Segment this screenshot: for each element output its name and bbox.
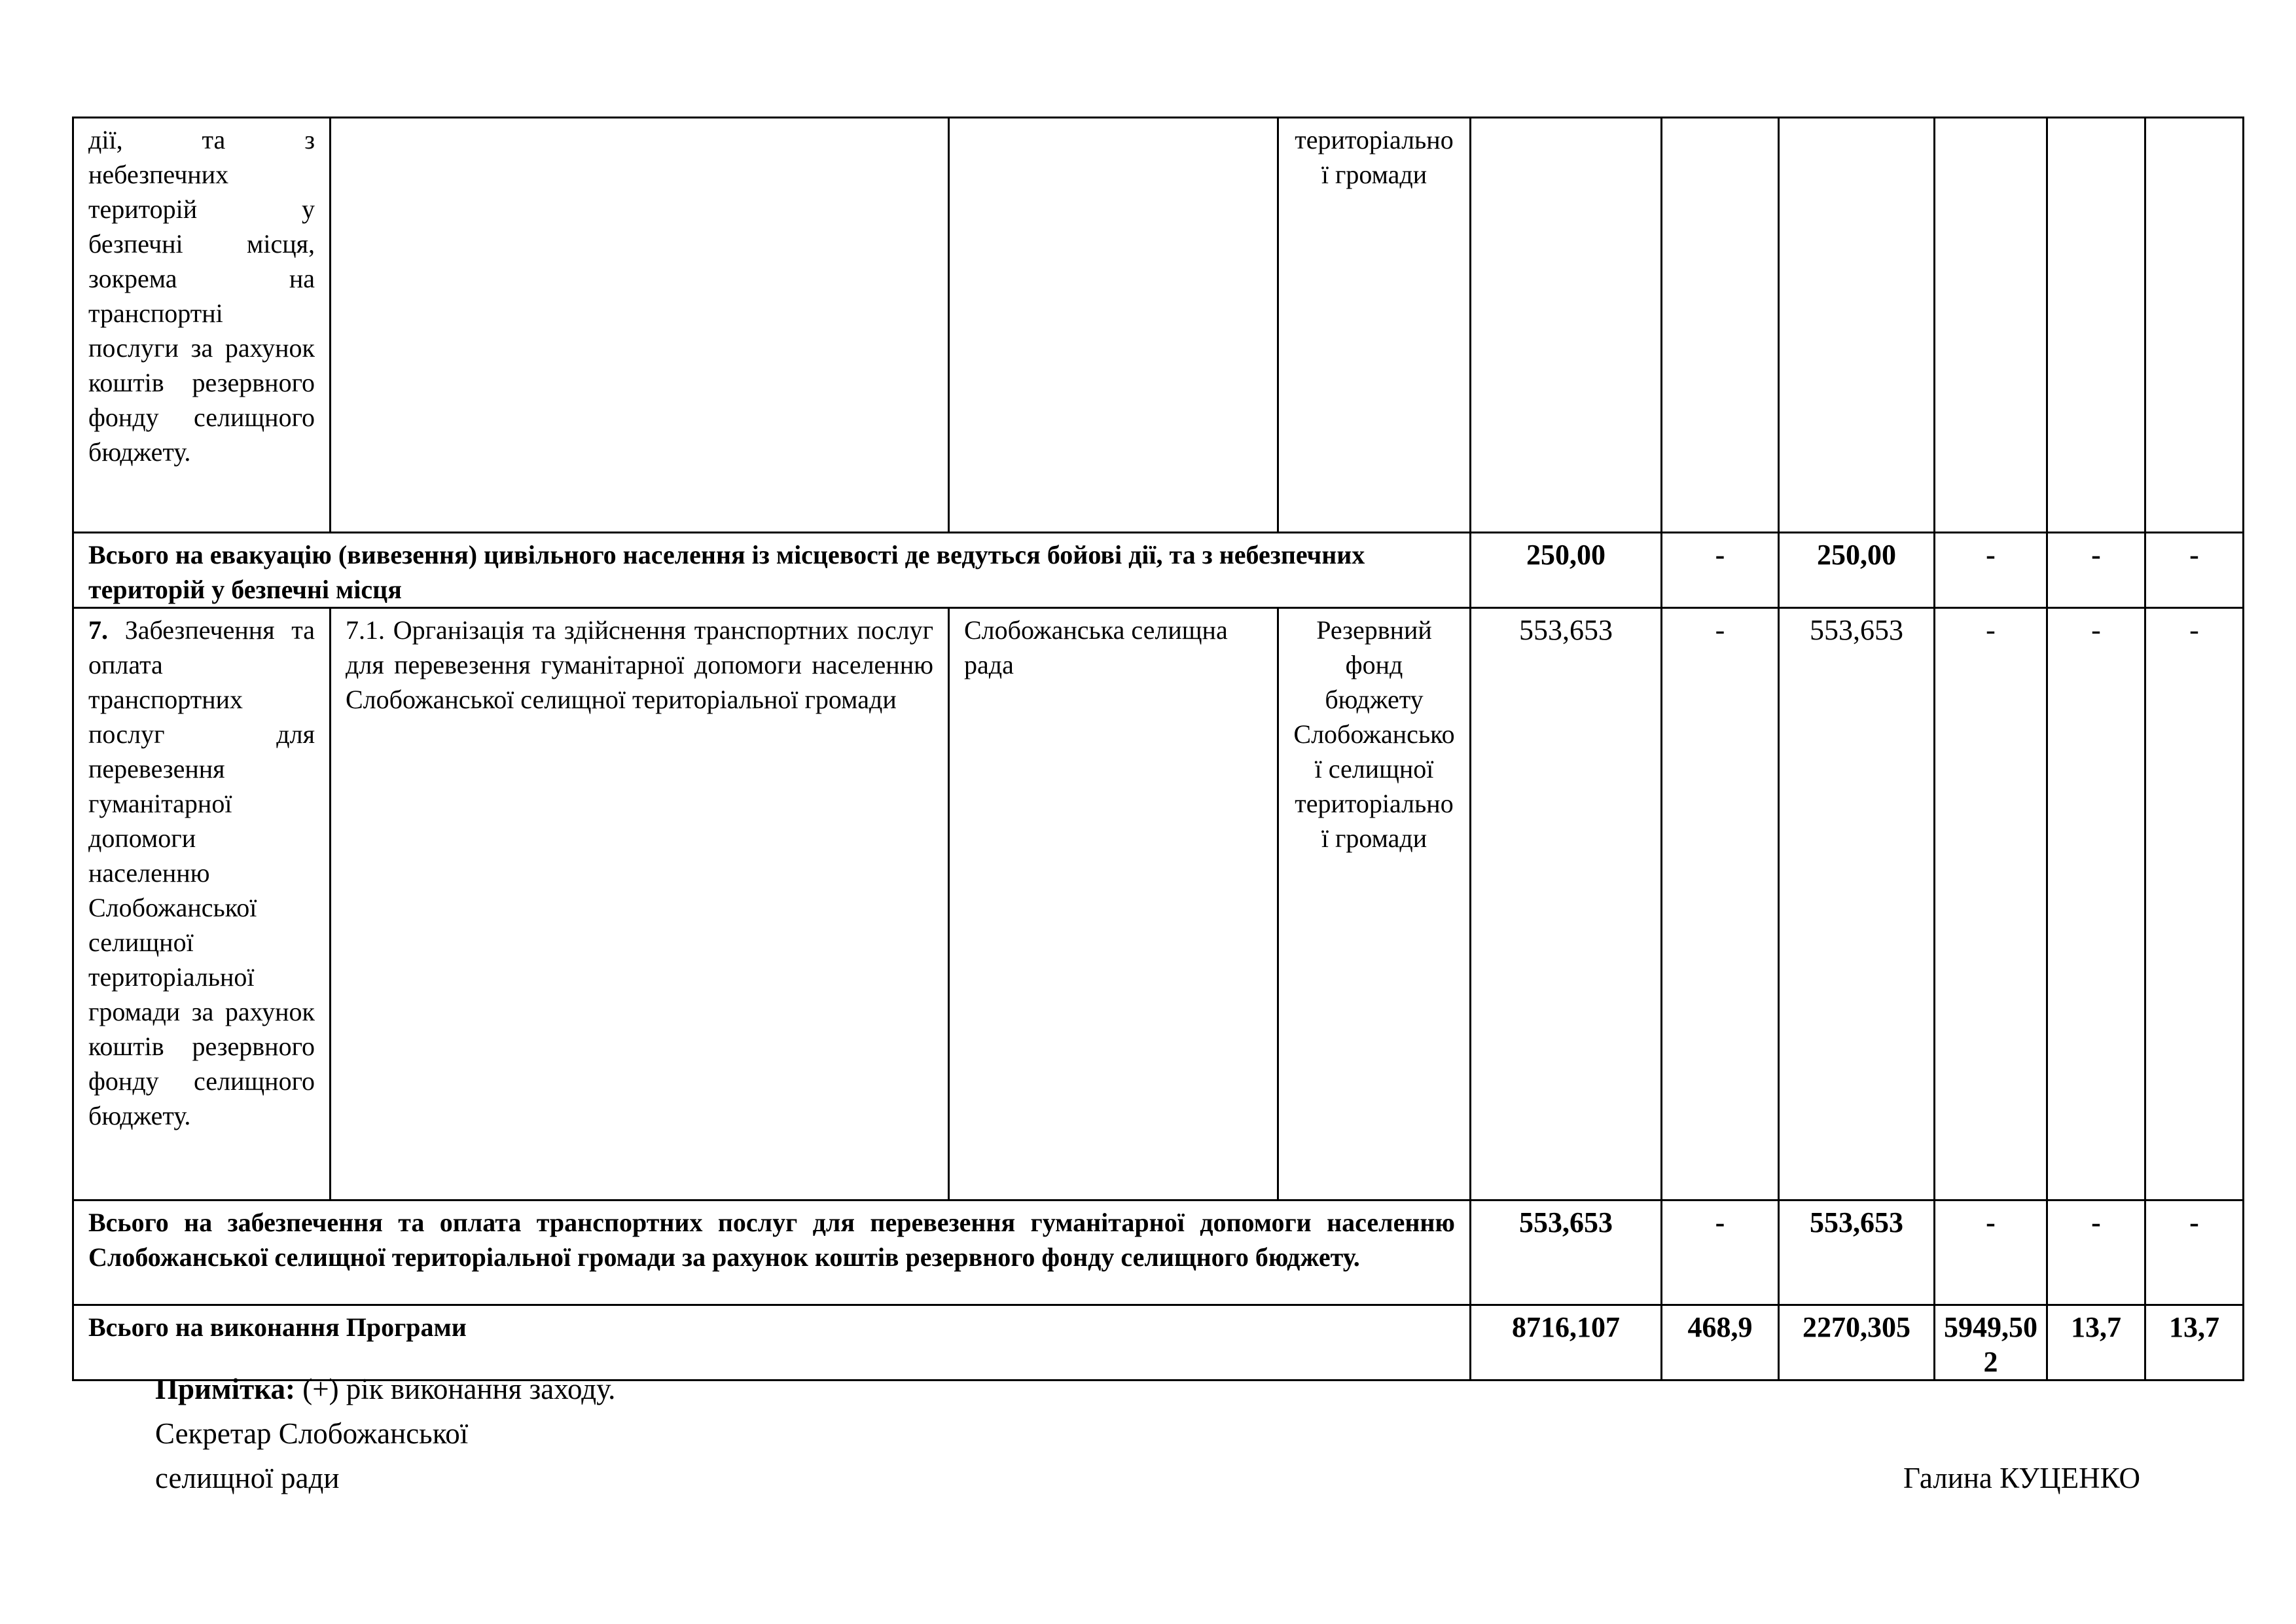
task-cell xyxy=(331,118,949,533)
amount-cell: 553,653 xyxy=(1471,608,1662,1200)
amount-cell xyxy=(1779,118,1935,533)
note-line xyxy=(155,1367,615,1411)
signer-name: Галина КУЦЕНКО xyxy=(1903,1462,2140,1494)
subtotal-value: 250,00 xyxy=(1779,533,1935,608)
amount-cell: 553,653 xyxy=(1779,608,1935,1200)
note-text: (+) рік виконання заходу. xyxy=(295,1373,616,1405)
subtotal-row xyxy=(73,1200,2244,1305)
measure-name-text: Забезпечення та оплата транспортних послуг для перевезення гуманітарної допомоги населенню Слобожанської селищної територіальної громади за рахунок коштів резервного фонду селищного бюджету. xyxy=(88,615,315,1130)
subtotal-value: 553,653 xyxy=(1471,1200,1662,1305)
subtotal-label: Всього на евакуацію (вивезення) цивільного населення із місцевості де ведуться бойові дії, та з небезпечних територій у безпечні місця xyxy=(73,533,1471,608)
subtotal-value: - xyxy=(2047,1200,2145,1305)
subtotal-row xyxy=(73,533,2244,608)
subtotal-value: 553,653 xyxy=(1779,1200,1935,1305)
amount-cell xyxy=(1662,118,1779,533)
total-value: 5949,502 xyxy=(1935,1305,2047,1380)
subtotal-value: - xyxy=(1935,533,2047,608)
total-value: 8716,107 xyxy=(1471,1305,1662,1380)
total-value: 2270,305 xyxy=(1779,1305,1935,1380)
subtotal-value: - xyxy=(2145,533,2244,608)
funding-source-cell: Резервний фонд бюджету Слобожанської селищної територіальної громади xyxy=(1278,608,1471,1200)
table-row xyxy=(73,608,2244,1200)
subtotal-value: - xyxy=(2047,533,2145,608)
total-value: 13,7 xyxy=(2047,1305,2145,1380)
subtotal-value: - xyxy=(1662,1200,1779,1305)
executor-cell xyxy=(949,118,1278,533)
amount-cell: - xyxy=(2145,608,2244,1200)
subtotal-value: - xyxy=(1935,1200,2047,1305)
amount-cell: - xyxy=(1935,608,2047,1200)
secretary-council: селищної ради xyxy=(155,1462,340,1494)
total-label: Всього на виконання Програми xyxy=(73,1305,1471,1380)
note-label: Примітка: xyxy=(155,1373,295,1405)
measure-name-cell: дії, та з небезпечних територій у безпечні місця, зокрема на транспортні послуги за рахунок коштів резервного фонду селищного бюджету. xyxy=(73,118,331,533)
amount-cell: - xyxy=(1662,608,1779,1200)
subtotal-label: Всього на забезпечення та оплата транспортних послуг для перевезення гуманітарної допомоги населенню Слобожанської селищної територіальної громади за рахунок коштів резервного фонду селищного бюджету. xyxy=(73,1200,1471,1305)
table-row xyxy=(73,118,2244,533)
amount-cell xyxy=(2145,118,2244,533)
amount-cell xyxy=(1471,118,1662,533)
measure-number: 7. xyxy=(88,615,108,645)
executor-cell: Слобожанська селищна рада xyxy=(949,608,1278,1200)
secretary-title: Секретар Слобожанської xyxy=(155,1417,469,1450)
funding-source-cell: територіальної громади xyxy=(1278,118,1471,533)
program-measures-table xyxy=(72,117,2244,1381)
total-value: 13,7 xyxy=(2145,1305,2244,1380)
amount-cell xyxy=(1935,118,2047,533)
measure-name-cell xyxy=(73,608,331,1200)
task-cell: 7.1. Організація та здійснення транспортних послуг для перевезення гуманітарної допомоги населенню Слобожанської селищної територіальної громади xyxy=(331,608,949,1200)
subtotal-value: - xyxy=(1662,533,1779,608)
total-value: 468,9 xyxy=(1662,1305,1779,1380)
footer-notes xyxy=(155,1367,615,1500)
subtotal-value: - xyxy=(2145,1200,2244,1305)
subtotal-value: 250,00 xyxy=(1471,533,1662,608)
amount-cell: - xyxy=(2047,608,2145,1200)
amount-cell xyxy=(2047,118,2145,533)
